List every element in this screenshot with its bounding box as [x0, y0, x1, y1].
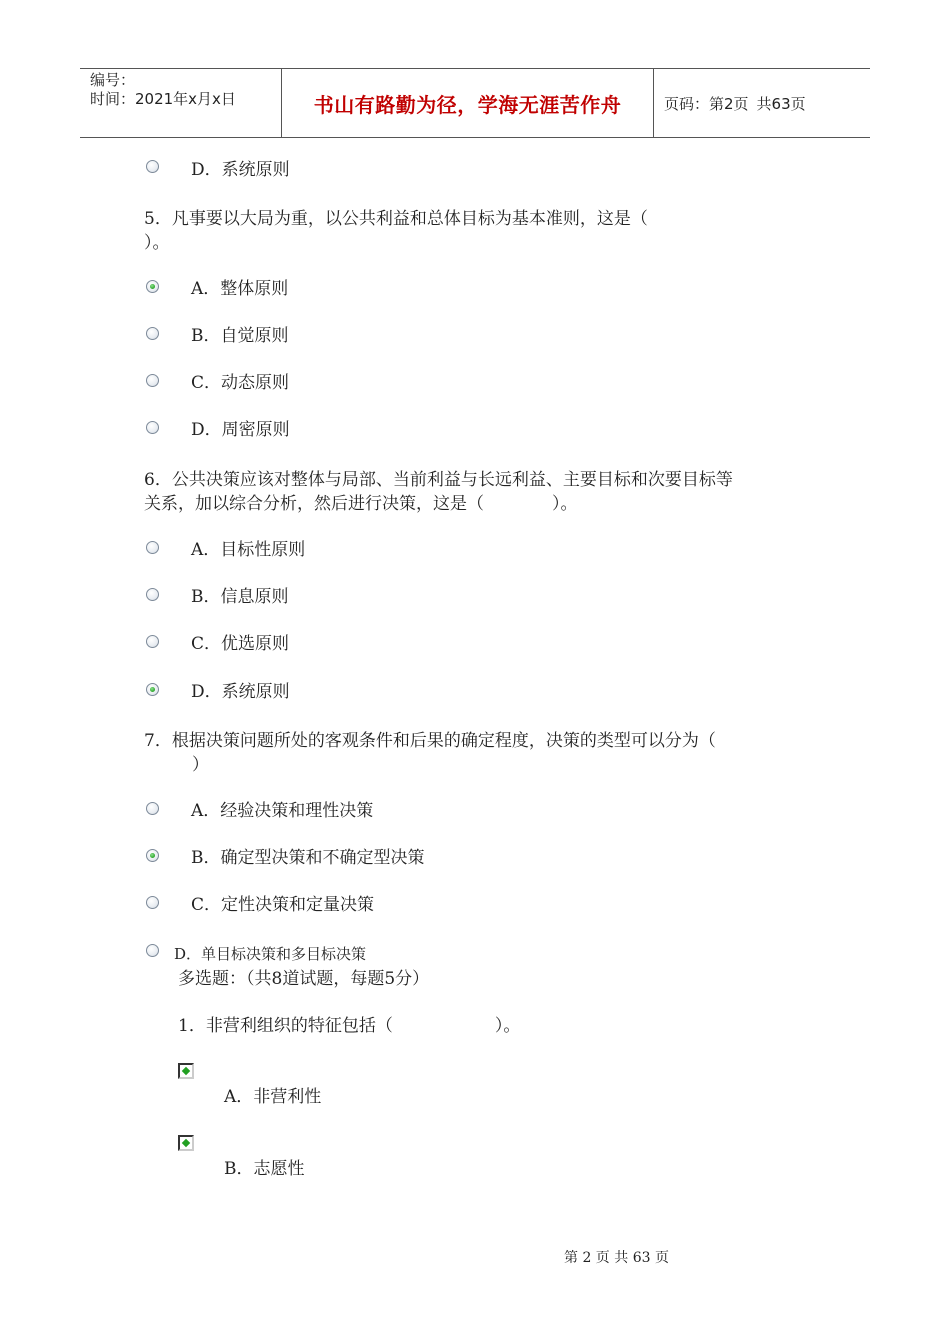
q6-option-d-label: D．系统原则 — [191, 682, 290, 702]
q6-option-a-radio[interactable] — [146, 541, 159, 554]
multi-q1-option-b-label: B．志愿性 — [224, 1159, 305, 1179]
q5-stem-line1: 5．凡事要以大局为重，以公共利益和总体目标为基本准则，这是（ — [144, 209, 648, 229]
multi-section-title: 多选题：（共8道试题，每题5分） — [178, 969, 430, 989]
q6-option-c-radio[interactable] — [146, 635, 159, 648]
q5-option-a-label: A．整体原则 — [191, 279, 289, 299]
q5-option-c-radio[interactable] — [146, 374, 159, 387]
q5-option-d-radio[interactable] — [146, 421, 159, 434]
page-total-label: 共63页 — [756, 94, 806, 113]
page-number-label: 页码：第2页 — [664, 94, 749, 113]
q5-option-b-radio[interactable] — [146, 327, 159, 340]
multi-q1-stem: 1．非营利组织的特征包括（ ）。 — [178, 1016, 521, 1036]
q6-option-c-label: C．优选原则 — [191, 634, 290, 654]
q5-option-a-radio[interactable] — [146, 280, 159, 293]
q7-option-b-radio[interactable] — [146, 849, 159, 862]
q4-option-d-label: D．系统原则 — [191, 160, 290, 180]
q6-stem-line1: 6．公共决策应该对整体与局部、当前利益与长远利益、主要目标和次要目标等 — [144, 470, 733, 490]
q7-option-a-radio[interactable] — [146, 802, 159, 815]
q7-option-c-label: C．定性决策和定量决策 — [191, 895, 375, 915]
q5-option-c-label: C．动态原则 — [191, 373, 290, 393]
header-info-cell — [80, 69, 282, 137]
q6-option-b-label: B．信息原则 — [191, 587, 289, 607]
multi-q1-option-a-checkbox[interactable] — [178, 1063, 194, 1079]
q7-option-b-label: B．确定型决策和不确定型决策 — [191, 848, 425, 868]
header-page-cell — [654, 69, 870, 137]
q7-option-a-label: A．经验决策和理性决策 — [191, 801, 374, 821]
q6-option-b-radio[interactable] — [146, 588, 159, 601]
document-number-label: 编号： — [90, 71, 136, 89]
multi-q1-option-b-checkbox[interactable] — [178, 1135, 194, 1151]
document-time-label: 时间：2021年x月x日 — [90, 90, 236, 108]
q7-stem-line2: ） — [192, 755, 209, 775]
q7-option-d-radio[interactable] — [146, 944, 159, 957]
q7-option-c-radio[interactable] — [146, 896, 159, 909]
page-footer-number: 第 2 页 共 63 页 — [564, 1250, 669, 1266]
q7-stem-line1: 7．根据决策问题所处的客观条件和后果的确定程度，决策的类型可以分为（ — [144, 731, 716, 751]
q6-option-a-label: A．目标性原则 — [191, 540, 306, 560]
q4-option-d-radio[interactable] — [146, 160, 159, 173]
q5-option-b-label: B．自觉原则 — [191, 326, 289, 346]
q6-stem-line2: 关系，加以综合分析，然后进行决策，这是（ ）。 — [144, 494, 578, 514]
header-motto: 书山有路勤为径，学海无涯苦作舟 — [282, 69, 654, 137]
multi-q1-option-a-label: A．非营利性 — [224, 1087, 322, 1107]
q7-option-d-label: D．单目标决策和多目标决策 — [174, 945, 367, 963]
q5-option-d-label: D．周密原则 — [191, 420, 290, 440]
q5-stem-line2: ）。 — [144, 233, 170, 253]
q6-option-d-radio[interactable] — [146, 683, 159, 696]
page-header — [80, 68, 870, 138]
